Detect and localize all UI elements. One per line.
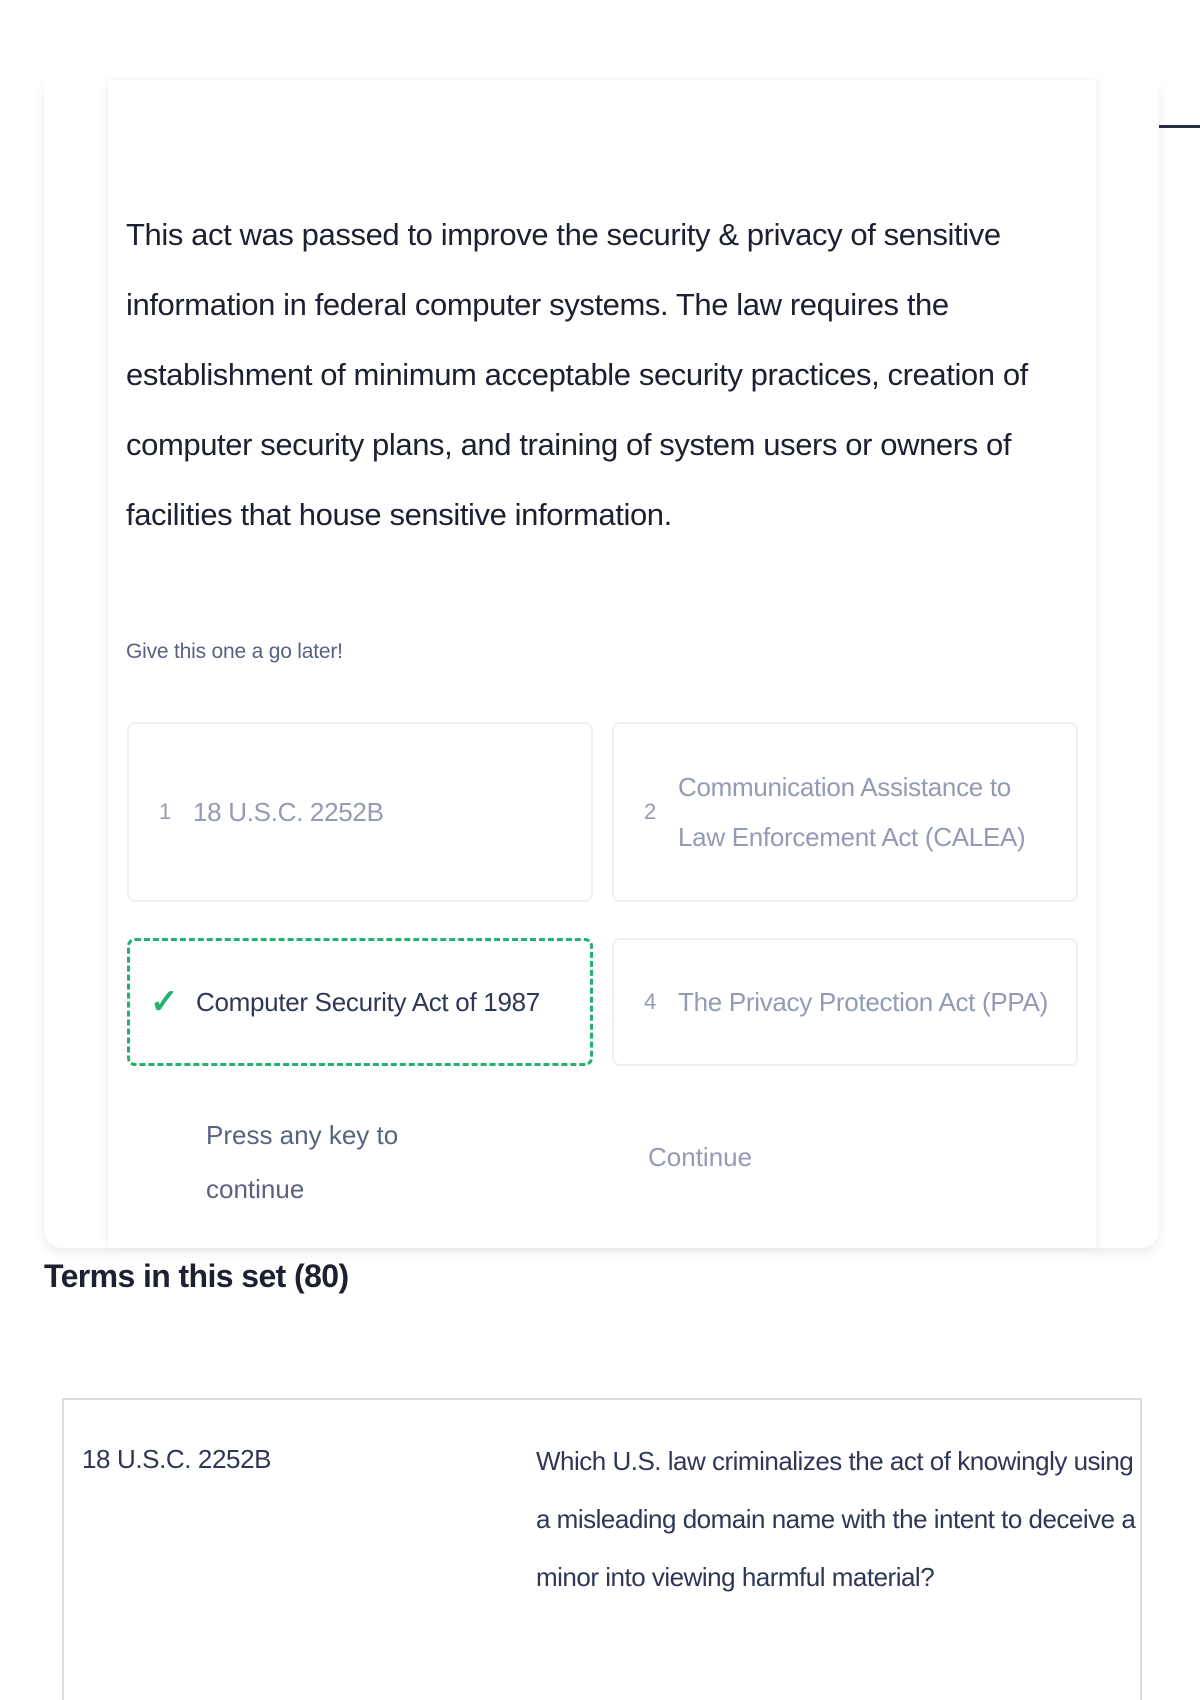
terms-heading: Terms in this set (80) xyxy=(44,1258,349,1294)
term-definition: Which U.S. law criminalizes the act of knowingly using a misleading domain name with the intent to deceive a minor into viewing harmful material? xyxy=(536,1446,1136,1592)
option-label: Computer Security Act of 1987 xyxy=(196,987,540,1017)
answer-option-2[interactable] xyxy=(612,722,1078,902)
option-label: 18 U.S.C. 2252B xyxy=(193,797,384,827)
question-prompt: This act was passed to improve the security & privacy of sensitive information in federal computer systems. The law requires the establishment of minimum acceptable security practices, creation of computer security plans, and training of system users or owners of facilities that house sensitive information. xyxy=(126,217,1028,532)
continue-button[interactable]: Continue xyxy=(648,1142,753,1172)
menu-divider xyxy=(1158,125,1200,128)
option-number: 4 xyxy=(644,989,657,1014)
answer-option-3-correct[interactable] xyxy=(127,938,593,1066)
term-word: 18 U.S.C. 2252B xyxy=(82,1444,272,1474)
answer-option-1[interactable] xyxy=(127,722,593,902)
option-label: The Privacy Protection Act (PPA) xyxy=(678,987,1048,1017)
press-any-key-hint: Press any key to continue xyxy=(206,1120,399,1204)
give-later-link[interactable]: Give this one a go later! xyxy=(126,640,343,663)
term-row xyxy=(62,1398,1142,1700)
checkmark-icon: ✓ xyxy=(150,983,179,1021)
option-number: 2 xyxy=(644,799,657,824)
answer-option-4[interactable] xyxy=(612,938,1078,1066)
option-number: 1 xyxy=(159,799,172,824)
option-label: Communication Assistance to Law Enforcement Act (CALEA) xyxy=(678,772,1026,852)
